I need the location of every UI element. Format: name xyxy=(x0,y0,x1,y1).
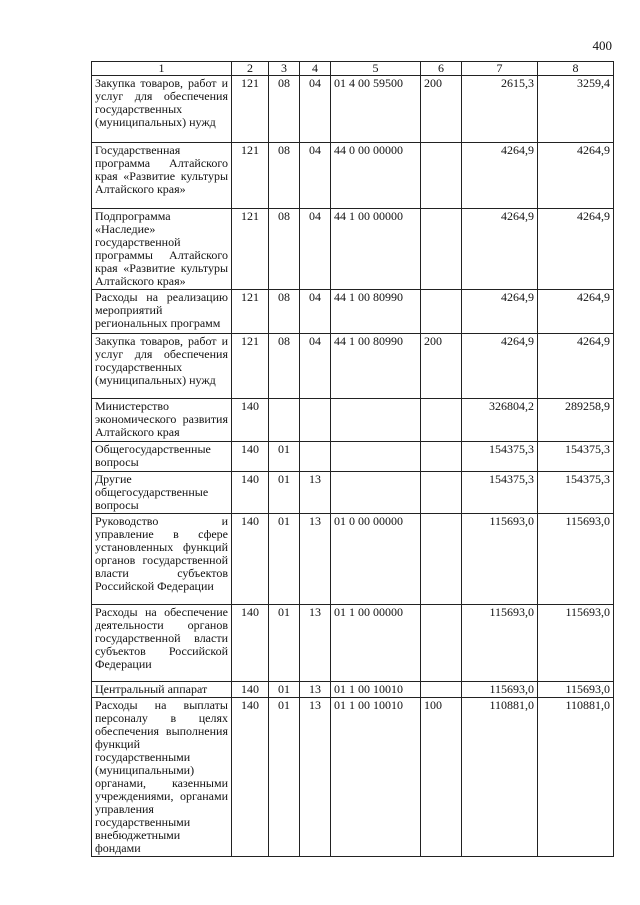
row-name: Министерство экономического развития Алтайского края xyxy=(92,399,232,442)
row-code-6 xyxy=(421,682,462,698)
row-code-5: 44 0 00 00000 xyxy=(331,143,421,209)
row-code-3 xyxy=(269,399,300,442)
row-code-6: 200 xyxy=(421,334,462,399)
header-col-7: 7 xyxy=(462,62,538,76)
row-amount-8: 154375,3 xyxy=(538,442,614,472)
row-amount-7: 4264,9 xyxy=(462,143,538,209)
row-code-3: 01 xyxy=(269,472,300,514)
row-code-6: 100 xyxy=(421,698,462,857)
row-code-4 xyxy=(300,442,331,472)
row-code-5: 44 1 00 80990 xyxy=(331,290,421,334)
row-code-4: 13 xyxy=(300,472,331,514)
row-code-3: 08 xyxy=(269,143,300,209)
budget-table xyxy=(91,61,614,857)
row-amount-8: 115693,0 xyxy=(538,605,614,682)
row-code-6 xyxy=(421,605,462,682)
row-amount-7: 2615,3 xyxy=(462,76,538,143)
row-code-3: 01 xyxy=(269,514,300,605)
page-number: 400 xyxy=(592,38,612,53)
table-row xyxy=(92,442,614,472)
row-amount-8: 115693,0 xyxy=(538,682,614,698)
table-row xyxy=(92,209,614,290)
row-code-4: 13 xyxy=(300,698,331,857)
header-col-4: 4 xyxy=(300,62,331,76)
row-code-2: 140 xyxy=(232,472,269,514)
row-code-5 xyxy=(331,442,421,472)
row-code-3: 01 xyxy=(269,605,300,682)
header-col-3: 3 xyxy=(269,62,300,76)
header-col-1: 1 xyxy=(92,62,232,76)
row-amount-7: 326804,2 xyxy=(462,399,538,442)
row-code-5: 01 1 00 00000 xyxy=(331,605,421,682)
row-code-3: 08 xyxy=(269,76,300,143)
row-code-3: 08 xyxy=(269,209,300,290)
table-row xyxy=(92,514,614,605)
row-amount-8: 154375,3 xyxy=(538,472,614,514)
row-code-6 xyxy=(421,290,462,334)
row-code-4: 04 xyxy=(300,143,331,209)
row-amount-7: 154375,3 xyxy=(462,442,538,472)
row-code-4: 13 xyxy=(300,605,331,682)
row-code-2: 121 xyxy=(232,209,269,290)
row-amount-8: 4264,9 xyxy=(538,209,614,290)
row-code-2: 140 xyxy=(232,399,269,442)
header-col-6: 6 xyxy=(421,62,462,76)
row-code-6 xyxy=(421,143,462,209)
table-row xyxy=(92,290,614,334)
row-name: Центральный аппарат xyxy=(92,682,232,698)
row-code-2: 121 xyxy=(232,290,269,334)
header-col-8: 8 xyxy=(538,62,614,76)
row-code-5: 01 0 00 00000 xyxy=(331,514,421,605)
row-amount-8: 4264,9 xyxy=(538,290,614,334)
row-code-4: 13 xyxy=(300,514,331,605)
row-amount-7: 154375,3 xyxy=(462,472,538,514)
row-code-3: 08 xyxy=(269,290,300,334)
row-name: Подпрограмма «Наследие» государственной программы Алтайского края «Развитие культуры Алтайского края» xyxy=(92,209,232,290)
row-name: Другие общегосударственные вопросы xyxy=(92,472,232,514)
row-code-5: 01 1 00 10010 xyxy=(331,698,421,857)
row-code-5 xyxy=(331,399,421,442)
row-amount-7: 4264,9 xyxy=(462,290,538,334)
row-code-2: 121 xyxy=(232,76,269,143)
row-name: Расходы на выплаты персоналу в целях обеспечения выполнения функций государственными (муниципальными) органами, казенными учреждениями, органами управления государственными внебюджетными фондами xyxy=(92,698,232,857)
row-code-5: 44 1 00 00000 xyxy=(331,209,421,290)
row-code-3: 01 xyxy=(269,698,300,857)
row-code-2: 140 xyxy=(232,698,269,857)
row-name: Расходы на обеспечение деятельности органов государственной власти субъектов Российской Федерации xyxy=(92,605,232,682)
row-code-4: 04 xyxy=(300,290,331,334)
row-name: Расходы на реализацию мероприятий региональных программ xyxy=(92,290,232,334)
table-row xyxy=(92,334,614,399)
row-code-5: 01 1 00 10010 xyxy=(331,682,421,698)
row-code-3: 01 xyxy=(269,442,300,472)
row-name: Руководство и управление в сфере установленных функций органов государственной власти субъектов Российской Федерации xyxy=(92,514,232,605)
row-code-2: 140 xyxy=(232,605,269,682)
table-row xyxy=(92,399,614,442)
row-name: Общегосударственные вопросы xyxy=(92,442,232,472)
row-code-2: 140 xyxy=(232,442,269,472)
row-code-6 xyxy=(421,514,462,605)
row-code-3: 01 xyxy=(269,682,300,698)
row-code-6 xyxy=(421,442,462,472)
row-code-6 xyxy=(421,472,462,514)
row-amount-8: 289258,9 xyxy=(538,399,614,442)
row-name: Закупка товаров, работ и услуг для обеспечения государственных (муниципальных) нужд xyxy=(92,334,232,399)
row-code-4: 13 xyxy=(300,682,331,698)
table-row xyxy=(92,76,614,143)
row-code-2: 121 xyxy=(232,143,269,209)
row-amount-8: 110881,0 xyxy=(538,698,614,857)
row-amount-7: 115693,0 xyxy=(462,682,538,698)
header-col-5: 5 xyxy=(331,62,421,76)
row-code-4: 04 xyxy=(300,76,331,143)
row-amount-7: 4264,9 xyxy=(462,209,538,290)
row-code-3: 08 xyxy=(269,334,300,399)
row-code-5: 44 1 00 80990 xyxy=(331,334,421,399)
row-amount-8: 115693,0 xyxy=(538,514,614,605)
row-code-6 xyxy=(421,399,462,442)
table-row xyxy=(92,698,614,857)
row-code-5: 01 4 00 59500 xyxy=(331,76,421,143)
table-row xyxy=(92,143,614,209)
row-amount-7: 115693,0 xyxy=(462,605,538,682)
row-amount-7: 115693,0 xyxy=(462,514,538,605)
row-amount-7: 110881,0 xyxy=(462,698,538,857)
table-row xyxy=(92,472,614,514)
row-code-2: 140 xyxy=(232,682,269,698)
row-code-6 xyxy=(421,209,462,290)
row-code-6: 200 xyxy=(421,76,462,143)
header-col-2: 2 xyxy=(232,62,269,76)
row-name: Государственная программа Алтайского края «Развитие культуры Алтайского края» xyxy=(92,143,232,209)
row-code-4: 04 xyxy=(300,334,331,399)
row-code-2: 140 xyxy=(232,514,269,605)
table-row xyxy=(92,682,614,698)
row-code-4: 04 xyxy=(300,209,331,290)
row-amount-8: 4264,9 xyxy=(538,143,614,209)
row-amount-7: 4264,9 xyxy=(462,334,538,399)
row-code-2: 121 xyxy=(232,334,269,399)
row-name: Закупка товаров, работ и услуг для обеспечения государственных (муниципальных) нужд xyxy=(92,76,232,143)
row-code-4 xyxy=(300,399,331,442)
row-code-5 xyxy=(331,472,421,514)
table-row xyxy=(92,605,614,682)
table-header-row xyxy=(92,62,614,76)
row-amount-8: 3259,4 xyxy=(538,76,614,143)
row-amount-8: 4264,9 xyxy=(538,334,614,399)
